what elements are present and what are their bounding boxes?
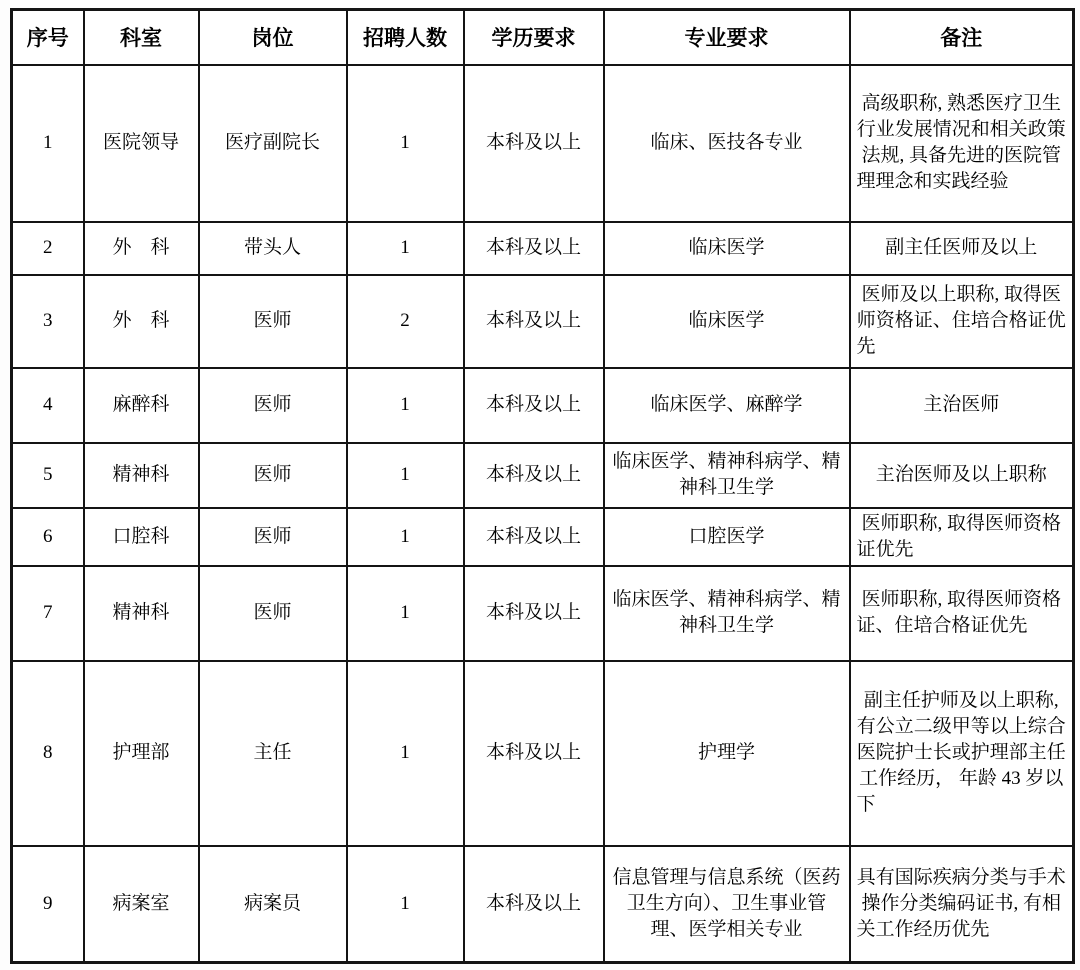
- cell-position: 病案员: [199, 846, 347, 963]
- table-row: [12, 275, 1074, 368]
- column-header-education: 学历要求: [464, 10, 604, 65]
- cell-department: 病案室: [84, 846, 199, 963]
- cell-no: 7: [12, 566, 84, 661]
- recruitment-table: [10, 8, 1075, 964]
- cell-position: 医师: [199, 368, 347, 443]
- table-row: [12, 368, 1074, 443]
- cell-major: 临床医学、精神科病学、精神科卫生学: [604, 443, 850, 508]
- cell-department: 精神科: [84, 443, 199, 508]
- table-row: [12, 566, 1074, 661]
- cell-remarks: 具有国际疾病分类与手术操作分类编码证书, 有相关工作经历优先: [850, 846, 1074, 963]
- column-header-department: 科室: [84, 10, 199, 65]
- cell-major: 护理学: [604, 661, 850, 846]
- cell-headcount: 2: [347, 275, 464, 368]
- cell-education: 本科及以上: [464, 65, 604, 222]
- cell-position: 带头人: [199, 222, 347, 275]
- table-row: [12, 443, 1074, 508]
- table-row: [12, 846, 1074, 963]
- cell-no: 9: [12, 846, 84, 963]
- cell-department: 外 科: [84, 275, 199, 368]
- cell-remarks: 副主任医师及以上: [850, 222, 1074, 275]
- cell-no: 2: [12, 222, 84, 275]
- column-header-no: 序号: [12, 10, 84, 65]
- cell-department: 护理部: [84, 661, 199, 846]
- cell-headcount: 1: [347, 846, 464, 963]
- cell-education: 本科及以上: [464, 222, 604, 275]
- cell-headcount: 1: [347, 222, 464, 275]
- table-body: [12, 65, 1074, 963]
- cell-education: 本科及以上: [464, 443, 604, 508]
- header-row: [12, 10, 1074, 65]
- cell-education: 本科及以上: [464, 566, 604, 661]
- cell-remarks: 高级职称, 熟悉医疗卫生行业发展情况和相关政策法规, 具备先进的医院管理理念和实践经验: [850, 65, 1074, 222]
- cell-major: 临床、医技各专业: [604, 65, 850, 222]
- cell-department: 口腔科: [84, 508, 199, 566]
- cell-position: 主任: [199, 661, 347, 846]
- cell-remarks: 医师职称, 取得医师资格证优先: [850, 508, 1074, 566]
- column-header-major: 专业要求: [604, 10, 850, 65]
- cell-education: 本科及以上: [464, 846, 604, 963]
- cell-department: 外 科: [84, 222, 199, 275]
- cell-education: 本科及以上: [464, 661, 604, 846]
- cell-headcount: 1: [347, 65, 464, 222]
- cell-position: 医疗副院长: [199, 65, 347, 222]
- cell-department: 精神科: [84, 566, 199, 661]
- cell-headcount: 1: [347, 566, 464, 661]
- cell-education: 本科及以上: [464, 275, 604, 368]
- table-row: [12, 661, 1074, 846]
- cell-major: 临床医学: [604, 222, 850, 275]
- cell-position: 医师: [199, 508, 347, 566]
- cell-position: 医师: [199, 275, 347, 368]
- cell-headcount: 1: [347, 368, 464, 443]
- cell-remarks: 医师职称, 取得医师资格证、住培合格证优先: [850, 566, 1074, 661]
- cell-no: 8: [12, 661, 84, 846]
- cell-no: 1: [12, 65, 84, 222]
- cell-position: 医师: [199, 443, 347, 508]
- cell-position: 医师: [199, 566, 347, 661]
- cell-no: 5: [12, 443, 84, 508]
- cell-education: 本科及以上: [464, 368, 604, 443]
- cell-remarks: 主治医师及以上职称: [850, 443, 1074, 508]
- cell-no: 6: [12, 508, 84, 566]
- cell-major: 临床医学、精神科病学、精神科卫生学: [604, 566, 850, 661]
- cell-remarks: 主治医师: [850, 368, 1074, 443]
- cell-headcount: 1: [347, 443, 464, 508]
- table-row: [12, 508, 1074, 566]
- cell-headcount: 1: [347, 508, 464, 566]
- cell-department: 麻醉科: [84, 368, 199, 443]
- cell-no: 3: [12, 275, 84, 368]
- cell-major: 临床医学: [604, 275, 850, 368]
- cell-headcount: 1: [347, 661, 464, 846]
- cell-major: 信息管理与信息系统（医药卫生方向）、卫生事业管理、医学相关专业: [604, 846, 850, 963]
- column-header-headcount: 招聘人数: [347, 10, 464, 65]
- cell-remarks: 副主任护师及以上职称, 有公立二级甲等以上综合医院护士长或护理部主任工作经历， 年龄 43 岁以下: [850, 661, 1074, 846]
- cell-remarks: 医师及以上职称, 取得医师资格证、住培合格证优先: [850, 275, 1074, 368]
- table-row: [12, 65, 1074, 222]
- cell-department: 医院领导: [84, 65, 199, 222]
- cell-major: 口腔医学: [604, 508, 850, 566]
- column-header-position: 岗位: [199, 10, 347, 65]
- cell-education: 本科及以上: [464, 508, 604, 566]
- cell-no: 4: [12, 368, 84, 443]
- column-header-remarks: 备注: [850, 10, 1074, 65]
- cell-major: 临床医学、麻醉学: [604, 368, 850, 443]
- table-row: [12, 222, 1074, 275]
